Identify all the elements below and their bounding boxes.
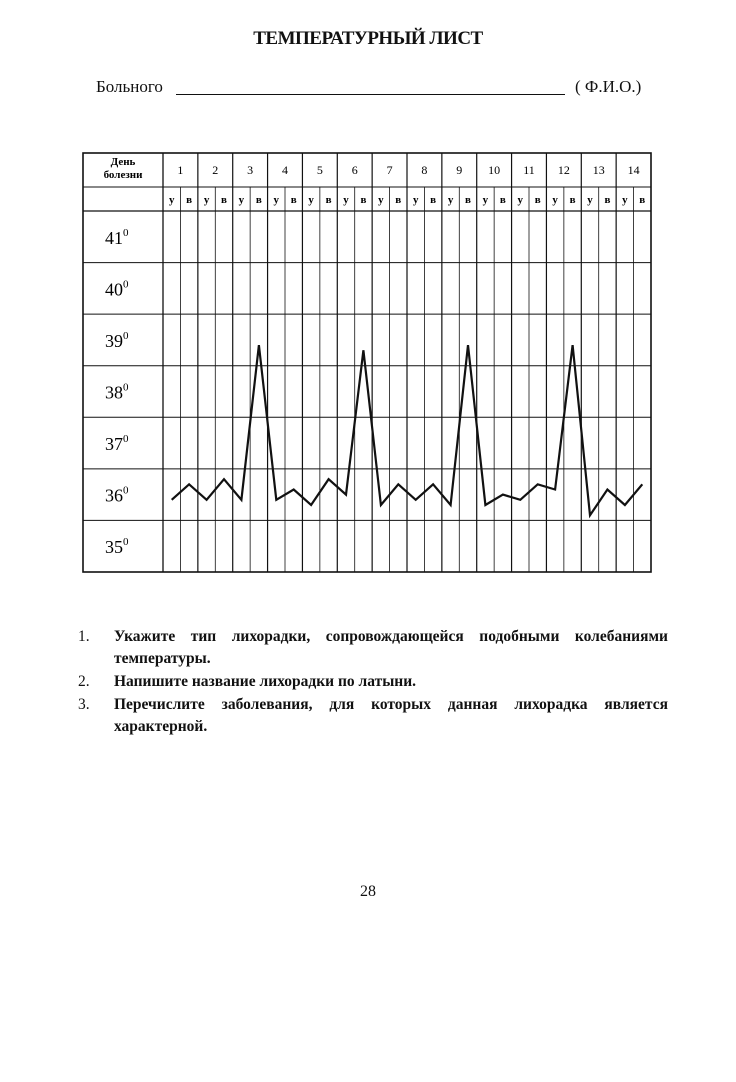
temperature-tick-label: $39^0$ (105, 329, 129, 351)
subcolumn-label: у (412, 194, 419, 206)
question-text: Напишите название лихорадки по латыни. (114, 673, 417, 690)
subcolumn-label: в (569, 194, 576, 206)
question-number: 1. (78, 628, 90, 645)
day-number-label: 5 (316, 163, 323, 177)
day-number-label: 3 (247, 163, 254, 177)
temperature-tick-label: $36^0$ (105, 484, 129, 506)
page-number: 28 (360, 883, 376, 900)
subcolumn-label: в (465, 194, 471, 206)
day-number-label: 6 (351, 163, 358, 177)
day-number-label: 2 (212, 163, 219, 177)
patient-name-hint: ( Ф.И.О.) (575, 77, 642, 96)
page-title: ТЕМПЕРАТУРНЫЙ ЛИСТ (253, 28, 483, 49)
subcolumn-label: у (517, 194, 524, 206)
question-number: 2. (78, 673, 90, 690)
day-number-label: 4 (282, 163, 288, 177)
subcolumn-label: в (395, 194, 402, 206)
question-text: Перечислите заболевания, для которых данная лихорадка является характерной. (114, 696, 668, 735)
subcolumn-label: у (168, 194, 175, 206)
subcolumn-label: в (186, 194, 193, 206)
subcolumn-label: у (203, 194, 210, 206)
day-header-label: День болезни (103, 156, 143, 181)
subcolumn-label: в (325, 194, 332, 206)
subcolumn-label: у (447, 194, 454, 206)
day-number-label: 9 (456, 163, 463, 177)
day-number-label: 11 (523, 163, 535, 177)
question-item (78, 626, 668, 670)
temperature-tick-label: $38^0$ (105, 381, 129, 403)
subcolumn-label: у (587, 194, 593, 206)
subcolumn-label: в (639, 194, 646, 206)
subcolumn-label: в (290, 194, 297, 206)
question-number: 3. (78, 696, 90, 713)
patient-label: Больного (96, 77, 163, 96)
subcolumn-label: в (604, 194, 611, 206)
subcolumn-label: в (255, 194, 262, 206)
temperature-tick-label: $40^0$ (105, 278, 129, 300)
day-number-label: 13 (592, 163, 605, 177)
subcolumn-label: у (273, 194, 280, 206)
chart-frame (83, 153, 651, 572)
subcolumn-label: в (360, 194, 367, 206)
day-number-label: 14 (627, 163, 640, 177)
day-number-label: 7 (386, 163, 393, 177)
subcolumn-label: у (238, 194, 245, 206)
question-text: Укажите тип лихорадки, сопровождающейся подобными колебаниями температуры. (114, 628, 668, 667)
subcolumn-label: у (482, 194, 489, 206)
day-number-label: 12 (557, 163, 570, 177)
subcolumn-label: у (308, 194, 314, 206)
question-item (78, 671, 668, 693)
subcolumn-label: в (499, 194, 506, 206)
subcolumn-label: у (378, 194, 384, 206)
day-number-label: 1 (177, 163, 184, 177)
subcolumn-label: в (221, 194, 227, 206)
questions-list (78, 626, 668, 739)
question-item (78, 694, 668, 738)
subcolumn-label: в (430, 194, 437, 206)
day-number-label: 10 (488, 163, 501, 177)
subcolumn-label: у (552, 194, 558, 206)
subcolumn-label: у (622, 194, 628, 206)
subcolumn-label: в (534, 194, 541, 206)
day-number-label: 8 (421, 163, 428, 177)
subcolumn-label: у (343, 194, 349, 206)
temperature-tick-label: $41^0$ (105, 226, 129, 248)
temperature-tick-label: $37^0$ (105, 433, 129, 455)
temperature-tick-label: $35^0$ (105, 536, 129, 558)
